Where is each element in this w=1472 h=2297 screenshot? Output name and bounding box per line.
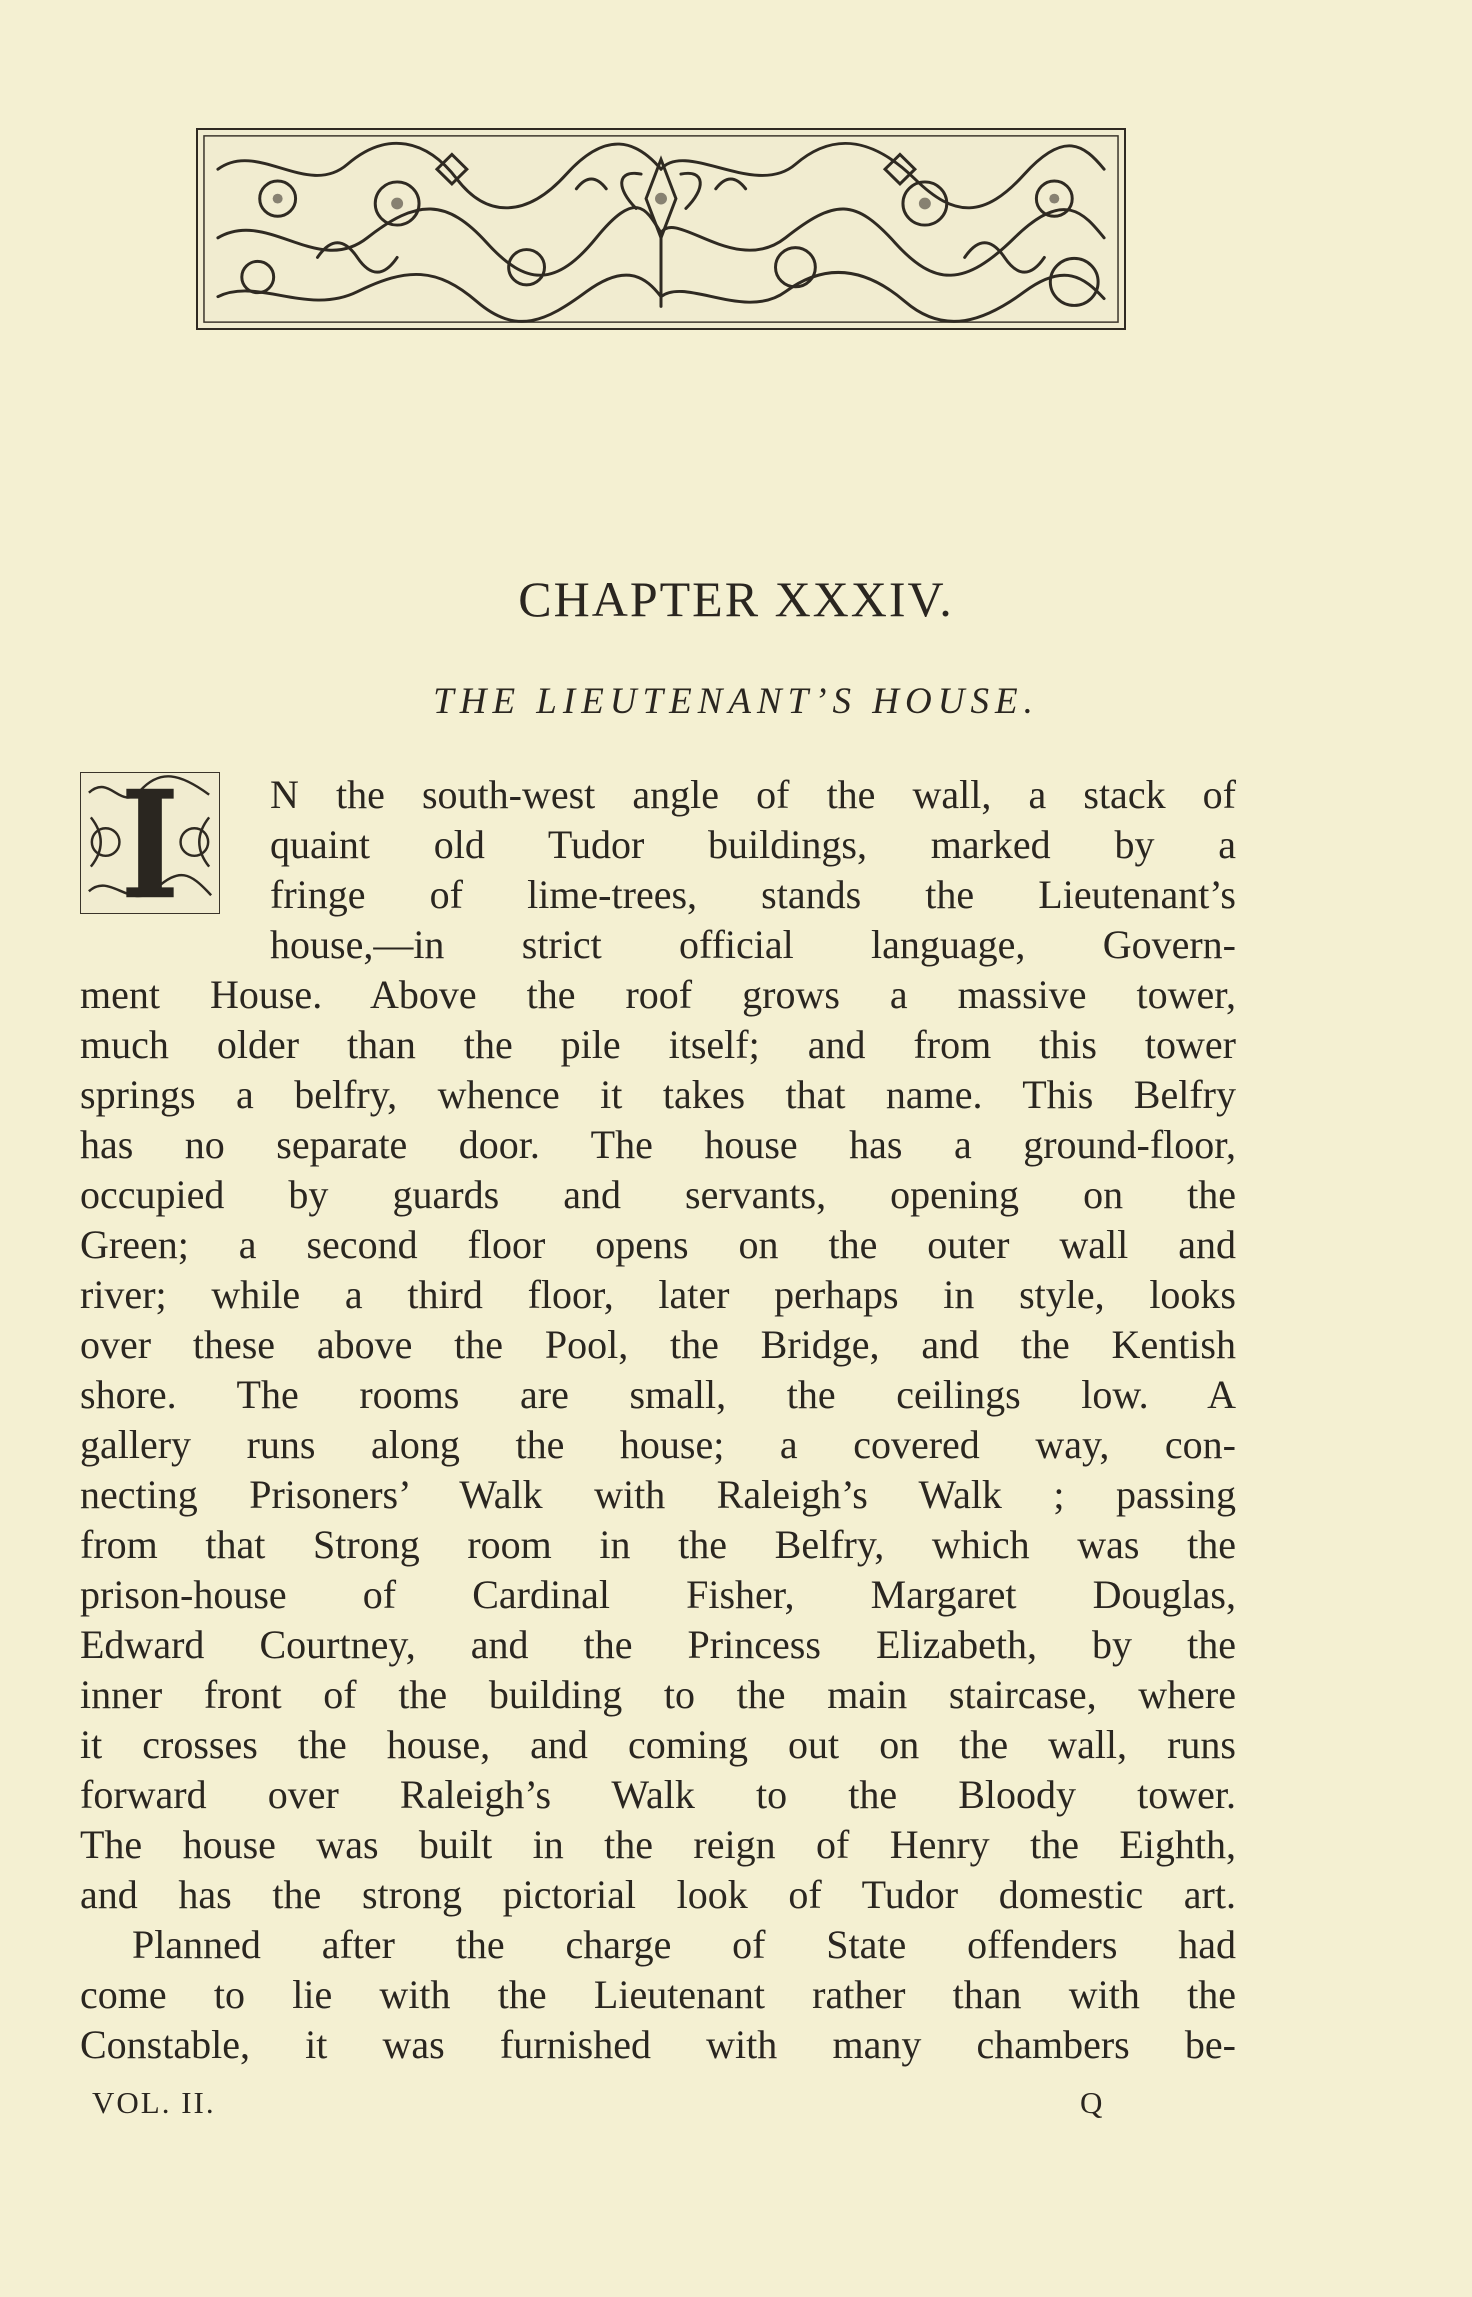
text-line: from that Strong room in the Belfry, which was the: [80, 1522, 1236, 1567]
text-line: prison-house of Cardinal Fisher, Margaret Douglas,: [80, 1572, 1236, 1617]
floral-headpiece-icon: [198, 130, 1124, 328]
text-line: over these above the Pool, the Bridge, and the Kentish: [80, 1322, 1236, 1367]
text-line: and has the strong pictorial look of Tudor domestic art.: [80, 1872, 1236, 1917]
text-line: it crosses the house, and coming out on the wall, runs: [80, 1722, 1236, 1767]
text-line: inner front of the building to the main staircase, where: [80, 1672, 1236, 1717]
headpiece-ornament: [196, 128, 1126, 330]
text-line: ment House. Above the roof grows a massive tower,: [80, 972, 1236, 1017]
text-line: forward over Raleigh’s Walk to the Bloody tower.: [80, 1772, 1236, 1817]
signature-mark: Q: [1080, 2085, 1103, 2120]
text-line: The house was built in the reign of Henry the Eighth,: [80, 1822, 1236, 1867]
volume-signature: VOL. II.: [92, 2085, 216, 2120]
text-line: springs a belfry, whence it takes that name. This Belfry: [80, 1072, 1236, 1117]
text-line: gallery runs along the house; a covered way, con-: [80, 1422, 1236, 1467]
chapter-title: CHAPTER XXXIV.: [518, 571, 954, 627]
text-line: shore. The rooms are small, the ceilings low. A: [80, 1372, 1236, 1417]
text-line: quaint old Tudor buildings, marked by a: [270, 822, 1236, 867]
section-heading: THE LIEUTENANT’S HOUSE.: [433, 681, 1039, 722]
text-line: Constable, it was furnished with many chambers be-: [80, 2022, 1236, 2067]
body-text: [80, 770, 1236, 2070]
text-line: fringe of lime-trees, stands the Lieutenant’s: [270, 872, 1236, 917]
text-line: has no separate door. The house has a ground-floor,: [80, 1122, 1236, 1167]
text-line: come to lie with the Lieutenant rather than with the: [80, 1972, 1236, 2017]
text-line: river; while a third floor, later perhaps in style, looks: [80, 1272, 1236, 1317]
text-line: Planned after the charge of State offenders had: [132, 1922, 1236, 1967]
text-line: house,—in strict official language, Govern-: [270, 922, 1236, 967]
text-line: occupied by guards and servants, opening on the: [80, 1172, 1236, 1217]
text-line: necting Prisoners’ Walk with Raleigh’s Walk ; passing: [80, 1472, 1236, 1517]
text-line: much older than the pile itself; and from this tower: [80, 1022, 1236, 1067]
text-line: Edward Courtney, and the Princess Elizabeth, by the: [80, 1622, 1236, 1667]
text-line: N the south-west angle of the wall, a stack of: [270, 772, 1236, 817]
text-line: Green; a second floor opens on the outer wall and: [80, 1222, 1236, 1267]
